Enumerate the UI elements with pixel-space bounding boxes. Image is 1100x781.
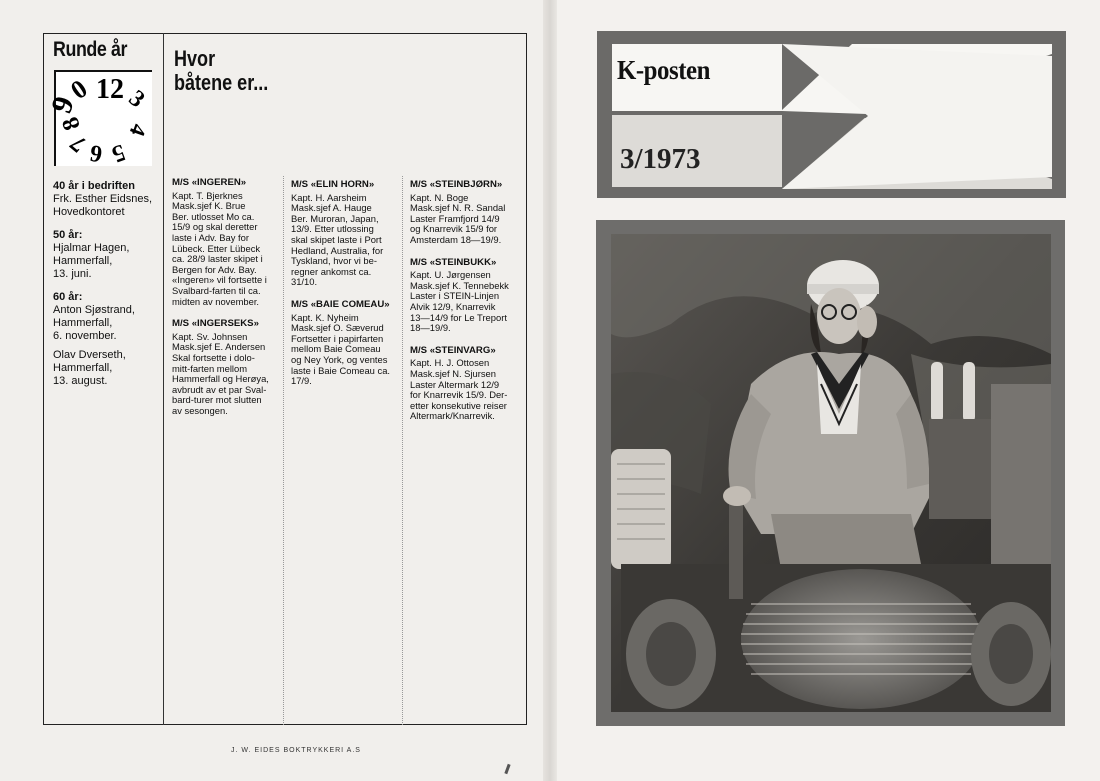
ship-detail-line: 15/9 og skal deretter [172,221,258,233]
ship-entry [291,300,399,387]
ship-detail-line: 31/10. [291,276,318,288]
ship-detail-line: Amsterdam 18—19/9. [410,233,502,245]
ship-detail-line: skal skipet laste i Port [291,233,382,245]
group-line: Hjalmar Hagen, [53,242,130,254]
ship-detail-line: Kapt. Sv. Johnsen [172,330,248,342]
group-line: Hammerfall, [53,362,113,374]
ship-detail-line: avbrudt av et par Sval- [172,383,267,395]
svg-text:3: 3 [123,85,150,114]
group-heading: 50 år: [53,229,83,241]
svg-text:7: 7 [65,129,92,158]
ship-detail-line: ca. 28/9 laster skipet i [172,253,263,265]
ship-detail-line: Svalbard-farten til ca. [172,284,261,296]
ship-name: M/S «ELIN HORN» [291,179,375,190]
ship-detail-line: Mask.sjef A. Hauge [291,202,372,214]
ship-detail-line: og Ney York, og ventes [291,353,388,365]
ship-name: M/S «STEINBUKK» [410,256,497,268]
ship-detail-line: Fortsetter i papirfarten [291,332,384,344]
group-line: Frk. Esther Eidsnes, [53,193,153,205]
ship-detail-line: Mask.sjef N. R. Sandal [410,202,506,214]
ship-entry [410,258,520,334]
ship-detail-line: Mask.sjef K. Tennebekk [410,279,509,291]
svg-text:5: 5 [108,138,129,168]
group-heading: 60 år: [53,291,83,303]
ship-detail-line: Kapt. K. Nyheim [291,311,359,323]
ship-detail-line: Hammerfall og Herøya, [172,373,269,385]
column-rule [163,33,164,725]
group-heading: 40 år i bedriften [53,180,135,192]
ship-detail-line: Laster i STEIN-Linjen [410,290,500,302]
ship-entry [291,180,399,288]
ship-detail-line: Hedland, Australia, for [291,244,384,256]
ship-detail-line: «Ingeren» vil fortsette i [172,274,267,286]
svg-text:12: 12 [96,74,124,105]
page-gutter [543,0,557,781]
ship-detail-line: Laster Altermark 12/9 [410,378,500,390]
ship-detail-line: Laster Framfjord 14/9 [410,212,500,224]
group-line: 6. november. [53,330,117,342]
ship-detail-line: Kapt. T. Bjerknes [172,189,243,201]
ships-column-2 [291,180,399,399]
ship-detail-line: Alvik 12/9, Knarrevik [410,300,496,312]
ship-detail-line: Ber. Muroran, Japan, [291,212,379,224]
ship-name: M/S «STEINVARG» [410,344,496,356]
ship-detail-line: Tyskland, hvor vi be- [291,255,377,267]
miner-photo [611,234,1051,712]
ship-detail-line: Kapt. U. Jørgensen [410,269,491,281]
ship-detail-line: 13/9. Etter utlossing [291,223,374,235]
ship-name: M/S «STEINBJØRN» [410,179,503,190]
anniversary-list [53,180,163,388]
svg-text:9: 9 [44,92,81,118]
ship-name: M/S «BAIE COMEAU» [291,298,390,310]
svg-text:0: 0 [65,73,93,106]
ship-detail-line: Kapt. N. Boge [410,191,469,203]
chevron-arrow-icon [782,44,1052,189]
ship-entry [172,319,278,416]
group-line: Olav Dverseth, [53,349,126,361]
ship-detail-line: laste i Adv. Bay for [172,231,249,243]
ship-entry [410,346,520,422]
ship-detail-line: 18—19/9. [410,322,451,334]
ship-name: M/S «INGEREN» [172,177,247,188]
ship-detail-line: bard-turer mot slutten [172,394,262,406]
ship-detail-line: Mask.sjef K. Brue [172,200,246,212]
ship-name: M/S «INGERSEKS» [172,318,259,330]
anniversary-emblem [44,70,152,168]
svg-text:8: 8 [57,113,86,134]
ship-detail-line: Lübeck. Etter Lübeck [172,242,261,254]
issue-number: 3/1973 [620,143,701,175]
ship-detail-line: mellom Baie Comeau [291,343,381,355]
hvor-heading [174,47,268,95]
clock-numbers-icon [44,72,152,168]
ship-detail-line: av sesongen. [172,404,228,416]
hvor-line-2: båtene er... [174,70,269,95]
group-line: Hammerfall, [53,255,113,267]
group-line: 13. juni. [53,268,92,280]
ships-column-3 [410,180,520,434]
printer-credit: J. W. EIDES BOKTRYKKERI A.S [231,747,361,754]
ship-entry [410,180,520,246]
ship-detail-line: 13—14/9 for Le Treport [410,311,507,323]
ship-detail-line: etter konsekutive reiser [410,399,507,411]
ship-detail-line: Skal fortsette i dolo- [172,351,255,363]
svg-text:6: 6 [88,139,105,167]
miner-photo-icon [611,234,1051,712]
ship-detail-line: Mask.sjef N. Sjursen [410,367,496,379]
runde-ar-heading: Runde år [53,38,127,61]
ship-detail-line: midten av november. [172,295,260,307]
ship-detail-line: laste i Baie Comeau ca. [291,364,391,376]
ship-detail-line: for Knarrevik 15/9. Der- [410,389,508,401]
hvor-line-1: Hvor [174,46,216,71]
ship-detail-line: Kapt. H. J. Ottosen [410,357,490,369]
ship-entry [172,178,278,307]
group-line: Anton Sjøstrand, [53,304,135,316]
ship-detail-line: Kapt. H. Aarsheim [291,191,367,203]
ship-detail-line: Altermark/Knarrevik. [410,410,495,422]
magazine-title: K-posten [617,55,710,85]
group-line: Hovedkontoret [53,206,125,218]
ship-detail-line: 17/9. [291,375,312,387]
ship-detail-line: og Knarrevik 15/9 for [410,223,498,235]
ship-detail-line: regner ankomst ca. [291,265,372,277]
column-rule [402,176,403,725]
ship-detail-line: Ber. utlosset Mo ca. [172,210,255,222]
svg-text:4: 4 [124,120,152,140]
ship-detail-line: mitt-farten mellom [172,362,248,374]
ship-detail-line: Mask.sjef E. Andersen [172,341,266,353]
column-rule [283,176,284,725]
ships-column-1 [172,178,278,428]
ship-detail-line: Bergen for Adv. Bay. [172,263,257,275]
ship-detail-line: Mask.sjef O. Sæverud [291,322,384,334]
group-line: Hammerfall, [53,317,113,329]
group-line: 13. august. [53,375,108,387]
